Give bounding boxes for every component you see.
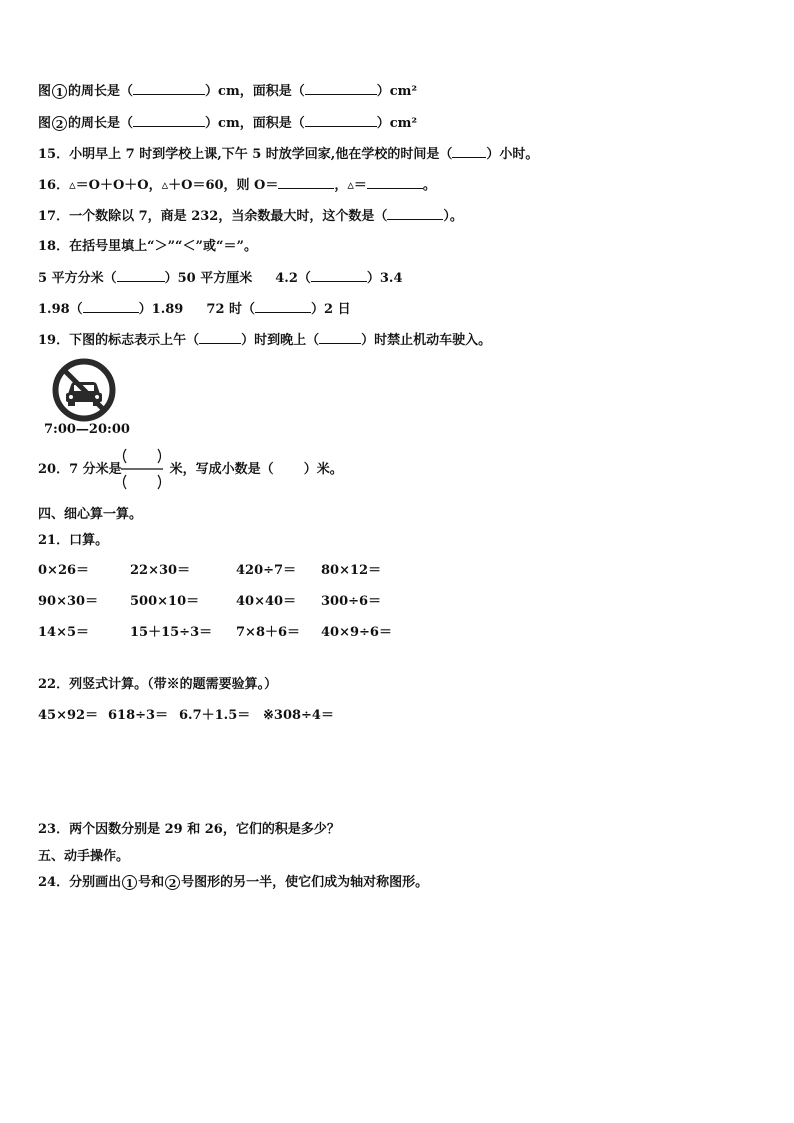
q16-o-blank[interactable] <box>278 176 334 189</box>
fig1-perimeter-blank[interactable] <box>133 82 205 95</box>
sign-caption: 7:00—20:00 <box>44 422 130 437</box>
fig1-area-blank[interactable] <box>305 82 377 95</box>
q16-triangle-blank[interactable] <box>367 176 423 189</box>
fig2-area-blank[interactable] <box>305 114 377 127</box>
q21-item: 22×30＝ <box>130 563 191 578</box>
q21-item: 0×26＝ <box>38 563 90 578</box>
q21-item: 40×40＝ <box>236 594 297 609</box>
q21-item: 90×30＝ <box>38 594 99 609</box>
q22-item: 6.7＋1.5＝ <box>179 708 251 723</box>
q21-item: 420÷7＝ <box>236 563 297 578</box>
q17-answer-blank[interactable] <box>387 207 443 220</box>
q21-item: 15＋15÷3＝ <box>130 625 213 640</box>
section-5-heading: 五、动手操作。 <box>38 849 130 864</box>
question-16: 16．▵＝O＋O＋O，▵＋O＝60，则 O＝ ，▵＝ 。 <box>38 178 436 193</box>
question-21-title: 21．口算。 <box>38 533 109 548</box>
q19-evening-blank[interactable] <box>319 331 361 344</box>
q21-item: 7×8＋6＝ <box>236 625 301 640</box>
question-18-row-1: 5 平方分米（ ）50 平方厘米 4.2（ ）3.4 <box>38 271 403 286</box>
q19-morning-blank[interactable] <box>199 331 241 344</box>
q18-blank-3[interactable] <box>83 300 139 313</box>
circled-number-2: 2 <box>52 116 67 131</box>
circled-number-1: 1 <box>122 875 137 890</box>
question-22-title: 22．列竖式计算。（带※的题需要验算。） <box>38 677 278 692</box>
q21-item: 300÷6＝ <box>321 594 382 609</box>
question-20: 20．7 分米是 米，写成小数是（ ）米。 <box>38 462 343 477</box>
q22-item: 45×92＝ <box>38 708 99 723</box>
q22-item: ※308÷4＝ <box>263 708 334 723</box>
question-15: 15．小明早上 7 时到学校上课,下午 5 时放学回家,他在学校的时间是（ ）小时。 <box>38 147 539 162</box>
q21-item: 80×12＝ <box>321 563 382 578</box>
question-23: 23．两个因数分别是 29 和 26，它们的积是多少？ <box>38 822 340 837</box>
fig1-line: 图 1 的周长是（ ）cm，面积是（ ）cm² <box>38 84 418 99</box>
q18-blank-2[interactable] <box>311 269 367 282</box>
fig2-perimeter-blank[interactable] <box>133 114 205 127</box>
q21-item: 500×10＝ <box>130 594 200 609</box>
q18-blank-1[interactable] <box>117 269 165 282</box>
q21-item: 40×9÷6＝ <box>321 625 392 640</box>
circled-number-2: 2 <box>165 875 180 890</box>
question-17: 17．一个数除以 7，商是 232，当余数最大时，这个数是（ ）。 <box>38 209 463 224</box>
q18-blank-4[interactable] <box>255 300 311 313</box>
fraction-blank[interactable] <box>118 446 166 494</box>
question-24: 24．分别画出 1 号和 2 号图形的另一半，使它们成为轴对称图形。 <box>38 875 429 890</box>
circled-number-1: 1 <box>52 84 67 99</box>
q21-item: 14×5＝ <box>38 625 90 640</box>
q15-answer-blank[interactable] <box>452 145 486 158</box>
no-motor-vehicle-sign <box>52 358 116 422</box>
question-18-title: 18．在括号里填上“＞”“＜”或“＝”。 <box>38 239 257 254</box>
question-18-row-2: 1.98（ ）1.89 72 时（ ）2 日 <box>38 302 351 317</box>
fig2-line: 图 2 的周长是（ ）cm，面积是（ ）cm² <box>38 116 418 131</box>
question-19: 19．下图的标志表示上午（ ）时到晚上（ ）时禁止机动车驶入。 <box>38 333 492 348</box>
q22-item: 618÷3＝ <box>108 708 169 723</box>
section-4-heading: 四、细心算一算。 <box>38 507 143 522</box>
